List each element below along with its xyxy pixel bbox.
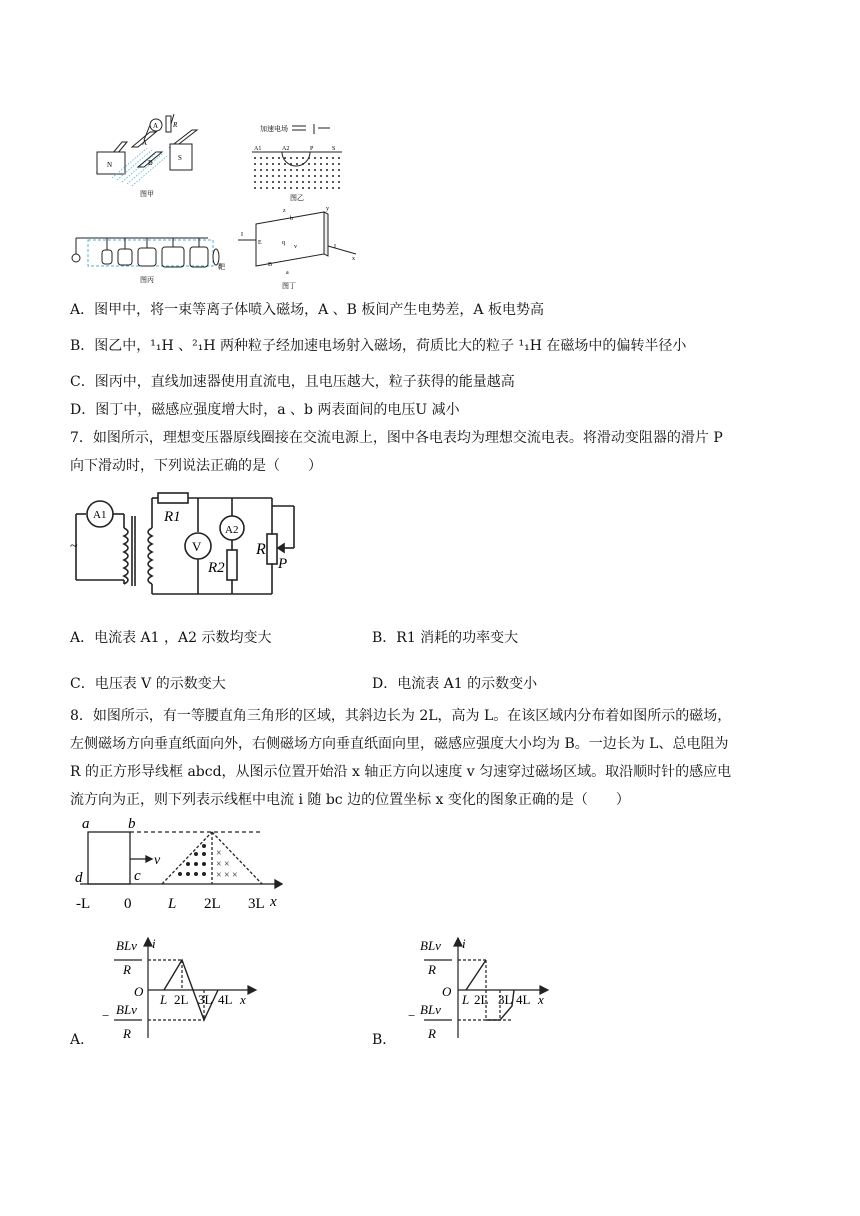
graph-b-minus: − <box>408 1008 416 1023</box>
figure-bing <box>68 228 228 286</box>
q7-option-b: B．R1 消耗的功率变大 <box>372 630 519 646</box>
ding-label-bfield: B <box>268 262 273 268</box>
yi-caption: 图乙 <box>290 194 304 202</box>
figure-yi <box>252 120 347 202</box>
graph-a-max-den: R <box>123 962 131 977</box>
jia-label-n: N <box>107 161 113 169</box>
q8-tick-3l: 3L <box>248 896 265 912</box>
graph-b-max-den: R <box>428 962 436 977</box>
graph-a-minus: − <box>102 1008 110 1023</box>
q8-tick-2l: 2L <box>204 896 221 912</box>
q8-label-a: a <box>82 816 90 832</box>
q8-stem-line2: 左侧磁场方向垂直纸面向外，右侧磁场方向垂直纸面向里，磁感应强度大小均为 B。一边长为 L、总电阻为 <box>70 736 729 752</box>
graph-b-tick-4l: 4L <box>516 992 531 1007</box>
q7-label-p: P <box>278 556 288 572</box>
q8-tick-l: L <box>168 896 177 912</box>
jia-label-a: A <box>153 122 159 130</box>
graph-b-max-num: BLv <box>420 938 441 953</box>
yi-top-label: 加速电场 <box>260 125 288 133</box>
ding-label-i1: I <box>241 232 243 238</box>
q7-stem-line2: 向下滑动时，下列说法正确的是（ ） <box>70 458 322 474</box>
q6-option-a: A．图甲中，将一束等离子体喷入磁场，A 、B 板间产生电势差，A 板电势高 <box>70 302 544 318</box>
figure-jia <box>92 112 202 200</box>
ding-label-x: x <box>352 256 355 262</box>
yi-label-p: P <box>310 146 314 152</box>
bing-target-label: 靶 <box>218 263 225 271</box>
q8-graph-a <box>94 934 264 1046</box>
q7-label-ac: ~ <box>70 539 78 554</box>
graph-a-tick-3l: 3L <box>198 992 213 1007</box>
ding-label-z: z <box>283 208 286 214</box>
yi-label-a2: A2 <box>282 146 290 152</box>
q7-option-c: C．电压表 V 的示数变大 <box>70 676 226 692</box>
graph-a-tick-l: L <box>160 992 168 1007</box>
jia-caption: 图甲 <box>140 190 154 198</box>
q7-label-r1: R1 <box>164 509 181 525</box>
jia-label-s: S <box>178 154 182 162</box>
graph-a-axis-x: x <box>240 992 246 1007</box>
q8-option-a-label: A． <box>70 1032 95 1048</box>
yi-label-a1: A1 <box>254 146 262 152</box>
graph-a-axis-i: i <box>152 936 156 951</box>
q8-option-b-label: B． <box>372 1032 397 1048</box>
graph-a-min-den: R <box>123 1026 131 1041</box>
q7-option-d: D．电流表 A1 的示数变小 <box>372 676 538 692</box>
svg-text:×: × <box>216 859 222 870</box>
q8-tick-neg-l: -L <box>76 896 91 912</box>
svg-text:×: × <box>232 870 238 881</box>
q6-option-c: C．图丙中，直线加速器使用直流电，且电压越大，粒子获得的能量越高 <box>70 374 515 390</box>
svg-text:×: × <box>216 848 222 859</box>
jia-label-r: R <box>173 121 178 129</box>
q8-stem-line4: 流方向为正，则下列表示线框中电流 i 随 bc 边的位置坐标 x 变化的图象正确的是（ ） <box>70 792 630 808</box>
jia-label-plate-b: B <box>148 159 153 167</box>
svg-text:×: × <box>224 870 230 881</box>
ding-label-q: q <box>282 240 285 246</box>
jia-label-plate-a: A <box>142 139 148 147</box>
q8-label-c: c <box>134 868 141 884</box>
graph-a-min-num: BLv <box>116 1002 137 1017</box>
q8-stem-line1: 8．如图所示，有一等腰直角三角形的区域，其斜边长为 2L，高为 L。在该区域内分布着如图所示的磁场， <box>70 708 732 724</box>
q7-stem-line1: 7．如图所示，理想变压器原线圈接在交流电源上，图中各电表均为理想交流电表。将滑动变阻器的滑片 P <box>70 430 723 446</box>
graph-b-tick-2l: 2L <box>474 992 489 1007</box>
q7-label-a2: A2 <box>225 524 239 536</box>
graph-b-tick-l: L <box>462 992 470 1007</box>
ding-label-b: b <box>290 216 293 222</box>
q7-option-a: A．电流表 A1 ，A2 示数均变大 <box>70 630 272 646</box>
graph-b-min-num: BLv <box>420 1002 441 1017</box>
ding-label-e: E <box>258 240 262 246</box>
ding-label-y: y <box>326 206 329 212</box>
ding-caption: 图丁 <box>282 282 296 290</box>
q8-label-v: v <box>154 853 161 868</box>
graph-b-axis-x: x <box>538 992 544 1007</box>
graph-b-origin: O <box>442 984 452 999</box>
graph-a-tick-2l: 2L <box>174 992 189 1007</box>
q7-label-a1: A1 <box>93 509 107 521</box>
q8-label-d: d <box>75 870 83 886</box>
graph-a-origin: O <box>134 984 144 999</box>
figure-ding <box>238 204 360 292</box>
svg-text:×: × <box>216 870 222 881</box>
ding-label-v: v <box>294 244 297 250</box>
ding-label-a: a <box>286 270 289 276</box>
graph-a-max-num: BLv <box>116 938 137 953</box>
graph-a-tick-4l: 4L <box>218 992 233 1007</box>
q8-axis-x: x <box>270 894 277 910</box>
q7-label-v: V <box>192 539 202 554</box>
q7-label-r2: R2 <box>208 560 225 576</box>
q8-tick-0: 0 <box>124 896 132 912</box>
q8-label-b: b <box>128 816 136 832</box>
graph-b-tick-3l: 3L <box>498 992 513 1007</box>
q6-option-d: D．图丁中，磁感应强度增大时，a 、b 两表面间的电压U 减小 <box>70 402 460 418</box>
bing-caption: 图丙 <box>140 276 154 284</box>
q8-graph-b <box>404 934 574 1046</box>
graph-b-axis-i: i <box>462 936 466 951</box>
q6-option-b: B．图乙中，¹₁H 、²₁H 两种粒子经加速电场射入磁场，荷质比大的粒子 ¹₁H 在磁场中的偏转半径小 <box>70 338 687 354</box>
ding-label-i2: I <box>334 244 336 250</box>
q8-setup-diagram <box>72 812 292 916</box>
q8-stem-line3: R 的正方形导线框 abcd，从图示位置开始沿 x 轴正方向以速度 v 匀速穿过磁场区域。取沿顺时针的感应电 <box>70 764 732 780</box>
graph-b-min-den: R <box>428 1026 436 1041</box>
yi-label-s: S <box>332 146 336 152</box>
q7-label-r: R <box>256 541 266 558</box>
svg-text:×: × <box>224 859 230 870</box>
q7-circuit-diagram <box>68 488 308 604</box>
